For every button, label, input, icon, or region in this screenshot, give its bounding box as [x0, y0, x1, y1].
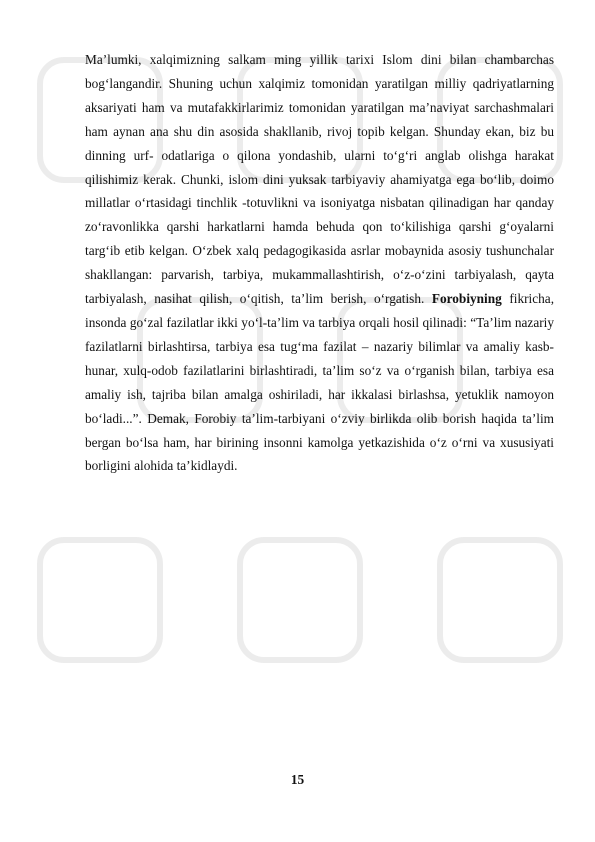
paragraph-text-part1: Ma’lumki, xalqimizning salkam ming yillik tarixi Islom dini bilan chambarchas bog‘langandir. Shuning uchun xalqimiz tomonidan yaratilgan milliy qadriyatlarning aksariyati ham va mutafakkirlarimiz tomonidan yaratilgan ma’naviyat sarchashmalari ham aynan ana shu din asosida shakllanib, rivoj topib kelgan. Shunday ekan, biz bu dinning urf- odatlariga o qilona yondashib, ularni to‘g‘ri anglab olishga harakat qilishimiz kerak. Chunki, islom dini yuksak tarbiyaviy ahamiyatga ega bo‘lib, doimo millatlar o‘rtasidagi tinchlik -totuvlikni va isoniyatga nisbatan qilinadigan har qanday zo‘ravonlikka qarshi harkatlarni hamda behuda qon to‘kilishiga qarshi g‘oyalarni targ‘ib etib kelgan. O‘zbek xalq pedagogikasida asrlar mobaynida asosiy tushunchalar shakllangan: parvarish, tarbiya, mukammallashtirish, o‘z-o‘zini tarbiyalash, qayta tarbiyalash, nasihat qilish, o‘qitish, ta’lim berish, o‘rgatish. [85, 52, 554, 307]
main-paragraph [85, 48, 554, 478]
paragraph-text-part2: fikricha, insonda go‘zal fazilatlar ikki yo‘l-ta’lim va tarbiya orqali hosil qilinadi: “Ta’lim nazariy fazilatlarni birlashtirsa, tarbiya esa tug‘ma fazilat – nazariy bilimlar va amaliy kasb-hunar, xulq-odob fazilatlarini birlashtiradi, ta’lim so‘z va o‘rganish bilan, tarbiya esa amaliy ish, tajriba bilan amalga oshiriladi, har ikkalasi birlashsa, yetuklik namoyon bo‘ladi...”. Demak, Forobiy ta’lim-tarbiyani o‘zviy birlikda olib borish haqida ta’lim bergan bo‘lsa ham, har birining insonni kamolga yetkazishida o‘z o‘rni va xususiyati borligini alohida ta’kidlaydi. [85, 291, 555, 474]
page-number: 15 [290, 772, 305, 787]
highlighted-name: Forobiyning [431, 291, 502, 307]
